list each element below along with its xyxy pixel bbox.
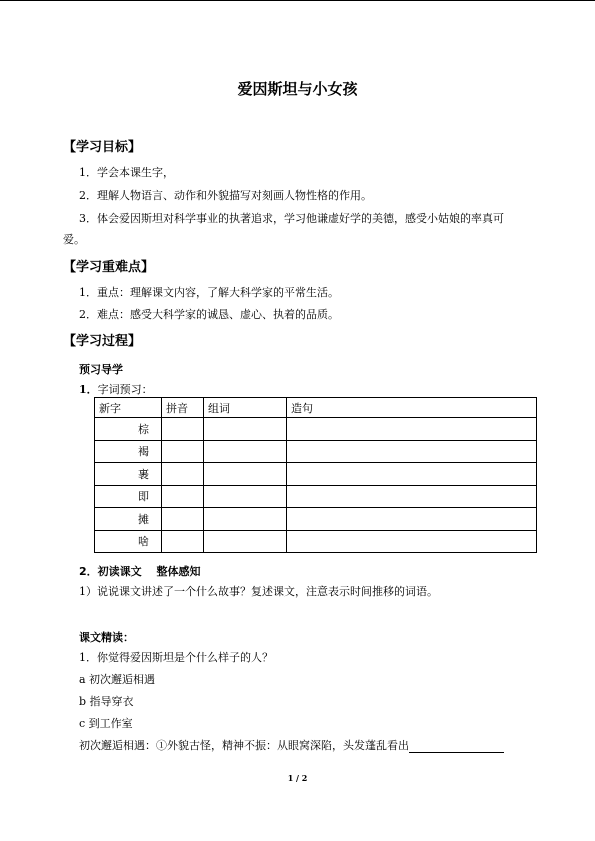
pinyin-cell[interactable] xyxy=(162,463,204,486)
sentence-cell[interactable] xyxy=(287,440,537,463)
goals-heading: 【学习目标】 xyxy=(63,140,142,155)
intensive-reading-title: 课文精读： xyxy=(79,631,134,644)
table-row xyxy=(95,530,537,553)
new-char-cell: 褐 xyxy=(95,440,162,463)
pinyin-cell[interactable] xyxy=(162,418,204,441)
question-1-text: 字词预习： xyxy=(97,383,153,396)
process-heading: 【学习过程】 xyxy=(63,334,142,349)
table-row xyxy=(95,463,537,486)
goal-item-3: 3．体会爱因斯坦对科学事业的执著追求，学习他谦虚好学的美德，感受小姑娘的率真可 xyxy=(79,212,504,225)
header-sentence: 造句 xyxy=(287,398,537,418)
word-cell[interactable] xyxy=(204,508,287,531)
header-pinyin: 拼音 xyxy=(162,398,204,418)
vocab-table-header xyxy=(95,398,537,418)
intensive-option-b: b 指导穿衣 xyxy=(79,695,134,708)
intensive-option-a: a 初次邂逅相遇 xyxy=(79,673,156,686)
first-encounter-text: 初次邂逅相遇：①外貌古怪，精神不振：从眼窝深陷，头发蓬乱看出 xyxy=(79,739,409,752)
sentence-cell[interactable] xyxy=(287,418,537,441)
pinyin-cell[interactable] xyxy=(162,508,204,531)
intensive-question-1: 1．你觉得爱因斯坦是个什么样子的人？ xyxy=(79,651,273,664)
sentence-cell[interactable] xyxy=(287,485,537,508)
new-char-cell: 棕 xyxy=(95,418,162,441)
sentence-cell[interactable] xyxy=(287,463,537,486)
goal-item-1: 1．学会本课生字， xyxy=(79,166,174,179)
pinyin-cell[interactable] xyxy=(162,485,204,508)
document-title: 爱因斯坦与小女孩 xyxy=(237,80,358,98)
header-word: 组词 xyxy=(204,398,287,418)
table-row xyxy=(95,508,537,531)
new-char-cell: 裹 xyxy=(95,463,162,486)
key-points-heading: 【学习重难点】 xyxy=(63,260,155,275)
word-cell[interactable] xyxy=(204,463,287,486)
question-2-heading: 2．初读课文 整体感知 xyxy=(79,565,201,578)
intensive-option-c: c 到工作室 xyxy=(79,717,133,730)
word-cell[interactable] xyxy=(204,530,287,553)
word-cell[interactable] xyxy=(204,485,287,508)
sentence-cell[interactable] xyxy=(287,530,537,553)
table-row xyxy=(95,418,537,441)
question-1 xyxy=(79,383,153,397)
new-char-cell: 即 xyxy=(95,485,162,508)
vocab-table xyxy=(94,397,537,553)
pinyin-cell[interactable] xyxy=(162,440,204,463)
new-char-cell: 啥 xyxy=(95,530,162,553)
first-encounter-line xyxy=(79,739,504,753)
table-row xyxy=(95,485,537,508)
page-number: 1 / 2 xyxy=(287,773,308,783)
page-top-rule xyxy=(0,0,595,1)
preview-title: 预习导学 xyxy=(79,363,123,376)
table-row xyxy=(95,440,537,463)
question-2-item: 1）说说课文讲述了一个什么故事？复述课文，注意表示时间推移的词语。 xyxy=(79,585,438,598)
goal-item-2: 2．理解人物语言、动作和外貌描写对刻画人物性格的作用。 xyxy=(79,189,372,202)
new-char-cell: 摊 xyxy=(95,508,162,531)
sentence-cell[interactable] xyxy=(287,508,537,531)
question-1-number: 1． xyxy=(79,383,98,396)
word-cell[interactable] xyxy=(204,440,287,463)
goal-item-3-cont: 爱。 xyxy=(63,233,85,246)
answer-blank[interactable] xyxy=(409,742,504,753)
pinyin-cell[interactable] xyxy=(162,530,204,553)
header-new-char: 新字 xyxy=(95,398,162,418)
key-point-item-1: 1．重点：理解课文内容，了解大科学家的平常生活。 xyxy=(79,286,339,299)
key-point-item-2: 2．难点：感受大科学家的诚恳、虚心、执着的品质。 xyxy=(79,308,339,321)
word-cell[interactable] xyxy=(204,418,287,441)
